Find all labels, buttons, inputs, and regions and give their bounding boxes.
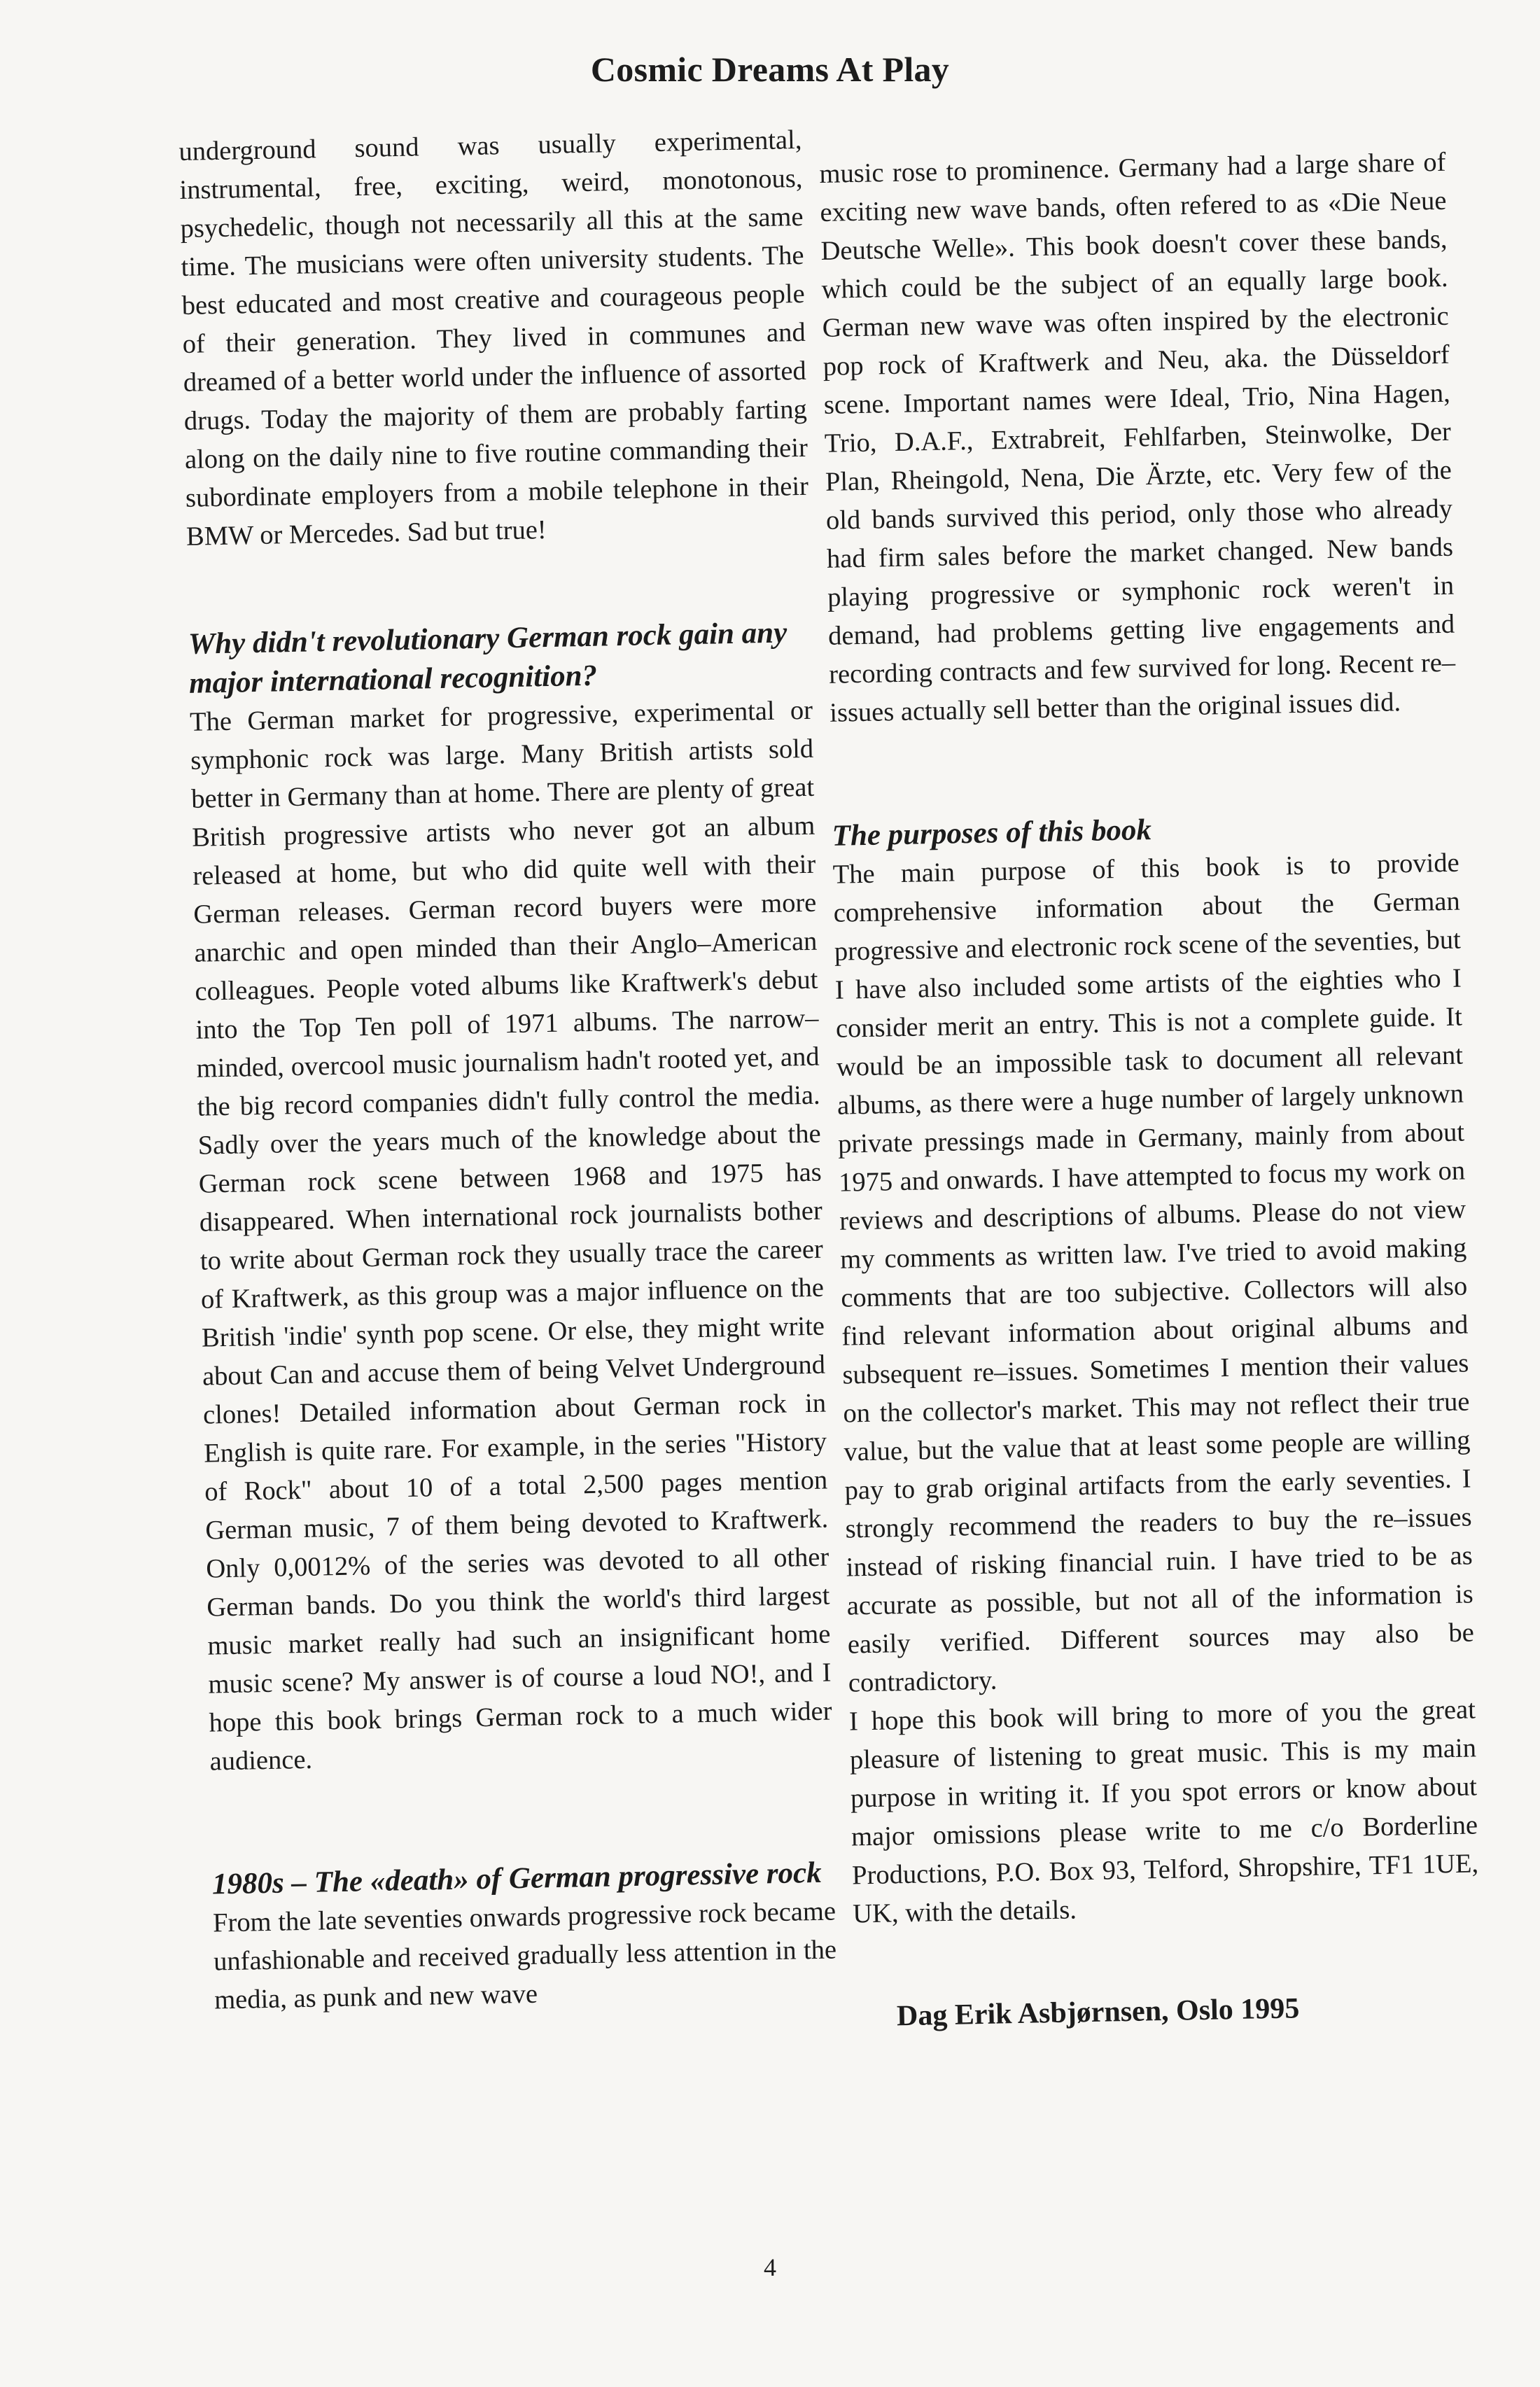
eighties-section-heading: 1980s – The «death» of German progressive rock — [211, 1856, 822, 1901]
running-title: Cosmic Dreams At Play — [590, 50, 950, 89]
purposes-section-heading: The purposes of this book — [832, 813, 1152, 853]
section-spacer — [187, 545, 811, 625]
purposes-section-body: The main purpose of this book is to provide comprehensive information about the German progressive and electronic rock scene of the seventies, but I have also included some artists of the eighties who I consider merit an entry. This is not a complete guide. It would be an impossible task to document all relevant albums, as there were a huge number of largely unknown private pressings made in Germany, mainly from about 1975 and onwards. I have attempted to focus my work on reviews and descriptions of albums. Please do not view my comments as written law. I've tried to avoid making comments that are too subjective. Collectors will also find relevant information about original albums and subsequent re–issues. Sometimes I mention their values on the collector's market. This may not reflect their true value, but the value that at least some people are willing pay to grab original artifacts from the early seventies. I strongly recommend the readers to buy the re–issues instead of risking financial ruin. I have tried to be as accurate as possible, but not all of the information is easily verified. Different sources may also be contradictory. — [832, 848, 1475, 1698]
recognition-section-body: The German market for progressive, experimental or symphonic rock was large. Many British artists sold better in Germany than at home. There are plenty of great British progressive artists who never got an album released at home, but who did quite well with their German releases. German record buyers were more anarchic and open minded than their Anglo–American colleagues. People voted albums like Kraftwerk's debut into the Top Ten poll of 1971 albums. The narrow–minded, overcool music journalism hadn't rooted yet, and the big record companies didn't fully control the media. Sadly over the years much of the knowledge about the German rock scene between 1968 and 1975 has disappeared. When international rock journalists bother to write about German rock they usually trace the career of Kraftwerk, as this group was a major influence on the British 'indie' synth pop scene. Or else, they might write about Can and accuse them of being Velvet Underground clones! Detailed information about German rock in English is quite rare. For example, in the series "History of Rock" about 10 of a total 2,500 pages mention German music, 7 of them being devoted to Kraftwerk. Only 0,0012% of the series was devoted to all other German bands. Do you think the world's third largest music market really had such an insignificant home music scene? My answer is of course a loud NO!, and I hope this book brings German rock to a much wider audience. — [189, 695, 832, 1777]
author-signature: Dag Erik Asbjørnsen, Oslo 1995 — [896, 1992, 1300, 2033]
intro-paragraph: underground sound was usually experimental, instrumental, free, exciting, weird, monotonous, psychedelic, though not necessarily all this at the same time. The musicians were often university students. The best educated and most creative and courageous people of their generation. They lived in communes and dreamed of a better world under the influence of assorted drugs. Today the majority of them are probably farting along on the daily nine to five routine commanding their subordinate employers from a mobile telephone in their BMW or Mercedes. Sad but true! — [178, 125, 809, 552]
continuation-paragraph: music rose to prominence. Germany had a large share of exciting new wave bands, often refered to as «Die Neue Deutsche Welle». This book doesn't cover these bands, which could be the subject of an equally large book. German new wave was often inspired by the electronic pop rock of Kraftwerk and Neu, aka. the Düsseldorf scene. Important names were Ideal, Trio, Nina Hagen, Trio, D.A.F., Extrabreit, Fehlfarben, Steinwolke, Der Plan, Rheingold, Nena, Die Ärzte, etc. Very few of the old bands survived this period, only those who already had firm sales before the market changed. New bands playing progressive or symphonic rock weren't in demand, had problems getting live engagements and recording contracts and few survived for long. Recent re–issues actually sell better than the original issues did. — [819, 147, 1456, 728]
section-spacer — [830, 721, 1458, 817]
right-column — [819, 144, 1481, 2037]
left-column — [178, 121, 838, 2020]
page-number: 4 — [764, 2253, 776, 2281]
purposes-section-closing: I hope this book will bring to more of you the great pleasure of listening to great music. This is my main purpose in writing it. If you spot errors or know about major omissions please write to me c/o Borderline Productions, P.O. Box 93, Telford, Shropshire, TF1 1UE, UK, with the details. — [848, 1695, 1479, 1929]
recognition-section-heading: Why didn't revolutionary German rock gain any major international recognition? — [188, 616, 788, 700]
section-spacer — [853, 1921, 1481, 1998]
section-spacer — [210, 1769, 834, 1865]
eighties-section-body: From the late seventies onwards progressive rock became unfashionable and received gradually less attention in the media, as punk and new wave — [212, 1896, 837, 2015]
